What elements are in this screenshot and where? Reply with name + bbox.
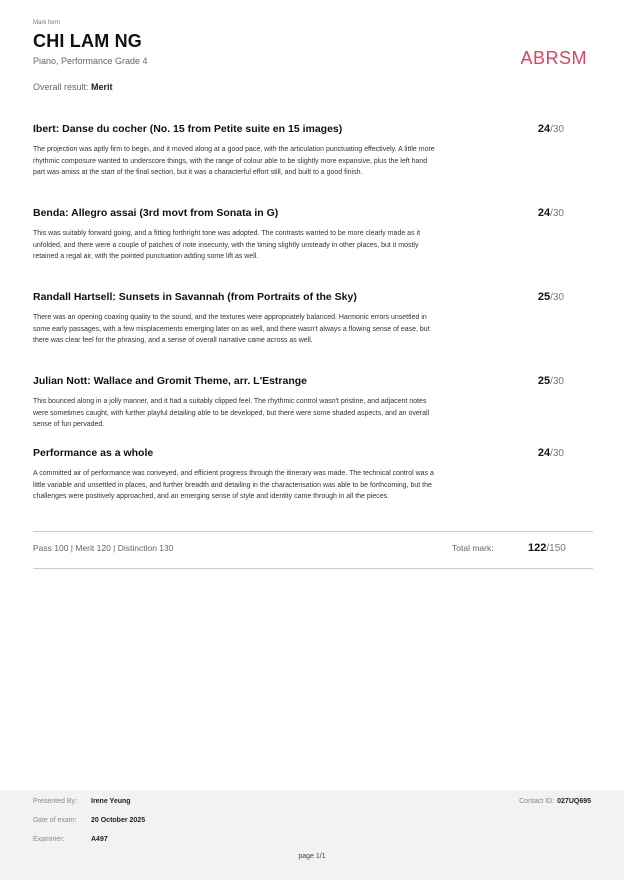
divider (33, 531, 593, 532)
total-mark-max: /150 (546, 543, 566, 554)
piece-comment: This bounced along in a jolly manner, and it had a suitably clipped feel. The rhythmic control wasn't pristine, and adjacent notes were sometimes caught, with further playful detailing able to be developed, but there were some shaded aspects, and an overall sense of fun pervaded. (33, 398, 430, 428)
score-value: 24 (537, 447, 551, 459)
score-value: 24 (537, 123, 551, 135)
piece-title: Julian Nott: Wallace and Gromit Theme, arr. L'Estrange (33, 375, 307, 387)
piece-score (538, 375, 564, 387)
piece-section (33, 291, 589, 347)
presented-by-value: Irene Yeung (91, 798, 131, 805)
grade-thresholds: Pass 100 | Merit 120 | Distinction 130 (33, 543, 174, 553)
exam-date-label: Date of exam: (33, 817, 77, 824)
piece-title: Randall Hartsell: Sunsets in Savannah (from Portraits of the Sky) (33, 291, 357, 303)
examiner-value: A497 (91, 836, 108, 843)
score-max: /30 (550, 448, 564, 459)
footer (0, 790, 624, 880)
overall-result (33, 82, 113, 92)
score-max: /30 (550, 208, 564, 219)
piece-comment: There was an opening coaxing quality to the sound, and the textures were appropriately balanced. Harmonic errors unsettled in some early passages, with a few misplacements emerging later on as well, and there wasn't always a flowing sense of ease, but there was clear feel for the phrasing, and a sense of overall narrative came across as well. (33, 314, 430, 344)
exam-subtitle: Piano, Performance Grade 4 (33, 56, 148, 66)
overall-result-value: Merit (91, 82, 113, 92)
score-max: /30 (550, 124, 564, 135)
score-value: 25 (537, 291, 551, 303)
total-mark (528, 542, 566, 554)
total-mark-value: 122 (528, 542, 547, 554)
score-value: 24 (537, 207, 551, 219)
exam-date (33, 817, 145, 824)
piece-score (538, 447, 564, 459)
piece-comment: This was suitably forward going, and a fitting forthright tone was adopted. The contrasts wanted to be more clearly made as it unfolded, and there were a couple of patches of note insecurity, with the timing slightly unsteady in other places, but it mostly retained a regal air, with the pointed punctuation adding some lift as well. (33, 230, 421, 260)
exam-date-value: 20 October 2025 (91, 817, 146, 824)
contact-id (519, 798, 591, 805)
mark-form-label: Mark form (33, 20, 60, 26)
piece-score (538, 123, 564, 135)
contact-id-label: Contact ID: (519, 798, 555, 805)
piece-section (33, 447, 589, 503)
abrsm-logo: ABRSM (520, 48, 587, 68)
page-number: page 1/1 (298, 853, 326, 860)
piece-comment: A committed air of performance was conveyed, and efficient progress through the itinerary was made. The technical control was a little variable and unsettled in places, and further breadth and detailing in the characterisation was able to be forthcoming, but the challenges were positively approached, and an emerging sense of style and identity came through in all the pieces. (33, 470, 434, 500)
piece-section (33, 375, 589, 431)
presented-by (33, 798, 131, 805)
examiner (33, 836, 108, 843)
piece-score (538, 207, 564, 219)
candidate-name: CHI LAM NG (33, 31, 142, 51)
total-mark-label: Total mark: (452, 543, 494, 553)
divider (33, 568, 593, 569)
overall-result-label: Overall result: (33, 82, 89, 92)
examiner-label: Examiner: (33, 836, 65, 843)
piece-section (33, 207, 589, 263)
piece-title: Ibert: Danse du cocher (No. 15 from Petite suite en 15 images) (33, 123, 343, 135)
contact-id-value: 027UQ695 (557, 798, 591, 805)
piece-comment: The projection was aptly firm to begin, and it moved along at a good pace, with the articulation punctuating effectively. A little more rhythmic composure wanted to underscore things, with the range of colour able to be slightly more expansive, plus the left hand part was amiss at the start of the final section, but it was a characterful effort still, and built to a good finish. (33, 146, 435, 176)
score-max: /30 (550, 292, 564, 303)
presented-by-label: Presented By: (33, 798, 77, 805)
score-max: /30 (550, 376, 564, 387)
piece-section (33, 123, 589, 179)
score-value: 25 (537, 375, 551, 387)
piece-title: Benda: Allegro assai (3rd movt from Sonata in G) (33, 207, 279, 219)
piece-score (538, 291, 564, 303)
piece-title: Performance as a whole (33, 447, 154, 459)
